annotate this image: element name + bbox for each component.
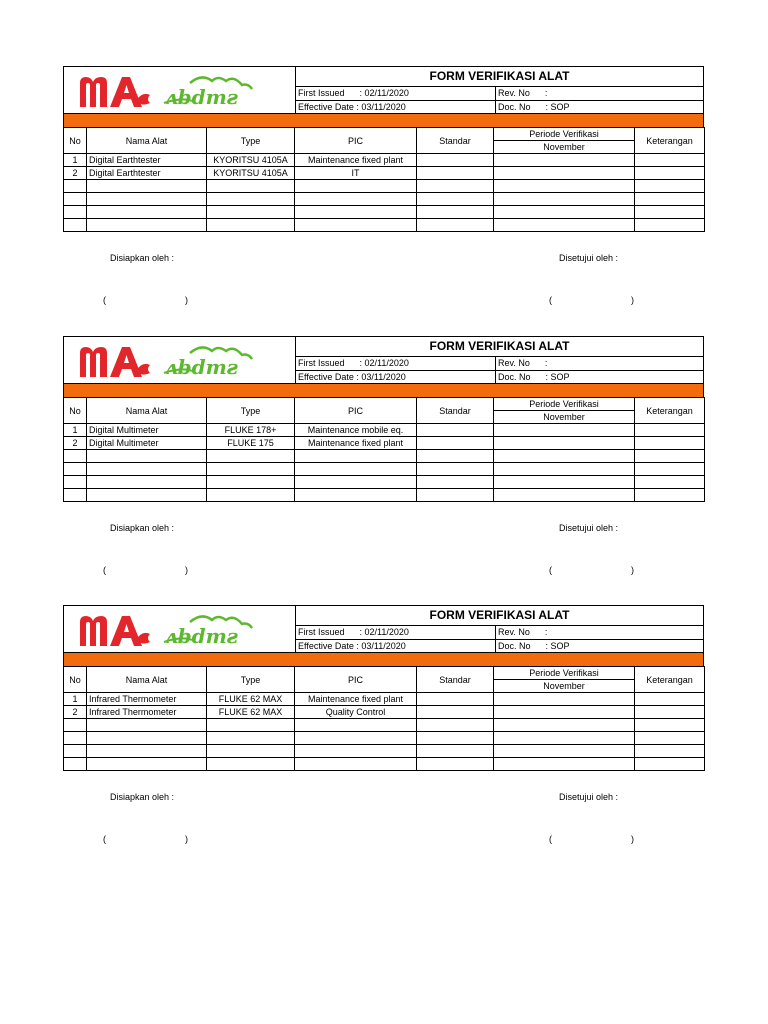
cell-no: 1 <box>64 424 87 437</box>
cell-type <box>207 463 295 476</box>
info-row-effective <box>296 640 703 653</box>
col-nama-alat: Nama Alat <box>87 398 207 424</box>
cell-standar <box>417 154 494 167</box>
approved-by-label: Disetujui oleh : <box>559 523 619 533</box>
cell-pic <box>295 758 417 771</box>
cell-type: FLUKE 62 MAX <box>207 693 295 706</box>
cell-periode <box>494 180 635 193</box>
cell-type: FLUKE 178+ <box>207 424 295 437</box>
col-standar: Standar <box>417 667 494 693</box>
table-row <box>64 693 705 706</box>
form-header <box>63 605 704 652</box>
cell-keterangan <box>635 463 705 476</box>
table-row <box>64 706 705 719</box>
cell-periode <box>494 206 635 219</box>
cell-no <box>64 745 87 758</box>
svg-text:ʌbdmƨ: ʌbdmƨ <box>166 355 239 379</box>
rev-no: Rev. No : <box>495 357 698 370</box>
cell-standar <box>417 489 494 502</box>
approved-by-label: Disetujui oleh : <box>559 792 619 802</box>
cell-periode <box>494 193 635 206</box>
form-title: FORM VERIFIKASI ALAT <box>296 606 703 626</box>
col-type: Type <box>207 128 295 154</box>
cell-standar <box>417 424 494 437</box>
table-row <box>64 206 705 219</box>
cell-no <box>64 758 87 771</box>
cell-nama-alat <box>87 745 207 758</box>
form-title: FORM VERIFIKASI ALAT <box>296 67 703 87</box>
table-row <box>64 219 705 232</box>
cell-pic <box>295 489 417 502</box>
cell-nama-alat <box>87 489 207 502</box>
cell-type <box>207 476 295 489</box>
equipment-table <box>63 397 705 502</box>
cell-type <box>207 206 295 219</box>
cell-keterangan <box>635 693 705 706</box>
cell-pic <box>295 745 417 758</box>
cell-keterangan <box>635 180 705 193</box>
cell-periode <box>494 706 635 719</box>
cell-pic <box>295 732 417 745</box>
orange-band <box>63 113 704 127</box>
cell-nama-alat <box>87 476 207 489</box>
approved-sign-open: ( <box>549 565 552 575</box>
info-row-first <box>296 87 703 101</box>
cell-pic: Maintenance fixed plant <box>295 693 417 706</box>
form-header <box>63 336 704 383</box>
col-nama-alat: Nama Alat <box>87 128 207 154</box>
logo-cell <box>64 606 295 653</box>
prepared-sign-open: ( <box>103 295 106 305</box>
cell-nama-alat <box>87 719 207 732</box>
cell-periode <box>494 424 635 437</box>
table-header-row <box>64 667 705 680</box>
svg-text:ʌbdmƨ: ʌbdmƨ <box>166 85 239 109</box>
col-periode: Periode Verifikasi <box>494 398 635 411</box>
cell-no: 2 <box>64 437 87 450</box>
cell-type <box>207 180 295 193</box>
col-bulan: November <box>494 141 635 154</box>
col-bulan: November <box>494 411 635 424</box>
abdms-logo <box>162 71 262 111</box>
cell-pic <box>295 476 417 489</box>
cell-keterangan <box>635 706 705 719</box>
info-row-effective <box>296 371 703 384</box>
cell-periode <box>494 489 635 502</box>
col-keterangan: Keterangan <box>635 398 705 424</box>
cell-standar <box>417 758 494 771</box>
col-standar: Standar <box>417 128 494 154</box>
info-row-first <box>296 357 703 371</box>
cell-standar <box>417 450 494 463</box>
ma-logo <box>78 343 156 379</box>
cell-no <box>64 450 87 463</box>
cell-keterangan <box>635 206 705 219</box>
cell-standar <box>417 206 494 219</box>
col-nama-alat: Nama Alat <box>87 667 207 693</box>
cell-standar <box>417 463 494 476</box>
cell-periode <box>494 719 635 732</box>
cell-pic <box>295 450 417 463</box>
col-pic: PIC <box>295 128 417 154</box>
cell-type <box>207 719 295 732</box>
table-row <box>64 745 705 758</box>
cell-no <box>64 732 87 745</box>
cell-keterangan <box>635 489 705 502</box>
rev-no: Rev. No : <box>495 87 698 100</box>
cell-nama-alat <box>87 463 207 476</box>
table-row <box>64 476 705 489</box>
table-row <box>64 732 705 745</box>
cell-pic <box>295 463 417 476</box>
form-header <box>63 66 704 113</box>
cell-periode <box>494 745 635 758</box>
cell-nama-alat <box>87 758 207 771</box>
cell-type: FLUKE 62 MAX <box>207 706 295 719</box>
cell-periode <box>494 463 635 476</box>
col-keterangan: Keterangan <box>635 128 705 154</box>
form-title: FORM VERIFIKASI ALAT <box>296 337 703 357</box>
table-row <box>64 758 705 771</box>
doc-no: Doc. No : SOP <box>495 371 698 384</box>
cell-standar <box>417 719 494 732</box>
cell-no: 1 <box>64 693 87 706</box>
cell-keterangan <box>635 219 705 232</box>
prepared-sign-open: ( <box>103 565 106 575</box>
form-info <box>295 67 703 114</box>
ma-logo <box>78 73 156 109</box>
cell-no <box>64 219 87 232</box>
approved-sign-open: ( <box>549 834 552 844</box>
col-pic: PIC <box>295 398 417 424</box>
cell-keterangan <box>635 476 705 489</box>
cell-periode <box>494 219 635 232</box>
cell-nama-alat: Infrared Thermometer <box>87 706 207 719</box>
cell-keterangan <box>635 193 705 206</box>
cell-type <box>207 745 295 758</box>
effective-date: Effective Date : 03/11/2020 <box>298 372 406 382</box>
col-pic: PIC <box>295 667 417 693</box>
orange-band <box>63 652 704 666</box>
cell-no: 1 <box>64 154 87 167</box>
cell-no <box>64 476 87 489</box>
approved-by-label: Disetujui oleh : <box>559 253 619 263</box>
cell-periode <box>494 450 635 463</box>
approved-sign-close: ) <box>631 834 634 844</box>
table-row <box>64 437 705 450</box>
table-row <box>64 154 705 167</box>
cell-pic <box>295 719 417 732</box>
equipment-table <box>63 127 705 232</box>
info-row-effective <box>296 101 703 114</box>
table-row <box>64 424 705 437</box>
cell-type <box>207 732 295 745</box>
cell-standar <box>417 745 494 758</box>
cell-nama-alat: Digital Earthtester <box>87 154 207 167</box>
prepared-sign-close: ) <box>185 565 188 575</box>
effective-date: Effective Date : 03/11/2020 <box>298 102 406 112</box>
cell-nama-alat: Digital Multimeter <box>87 424 207 437</box>
col-no: No <box>64 667 87 693</box>
cell-pic <box>295 219 417 232</box>
cell-keterangan <box>635 745 705 758</box>
first-issued: First Issued : 02/11/2020 <box>298 358 409 368</box>
doc-no: Doc. No : SOP <box>495 640 698 653</box>
cell-standar <box>417 219 494 232</box>
verification-form <box>63 605 704 844</box>
cell-no <box>64 206 87 219</box>
cell-keterangan <box>635 424 705 437</box>
cell-standar <box>417 693 494 706</box>
cell-periode <box>494 154 635 167</box>
abdms-logo <box>162 610 262 650</box>
approved-sign-close: ) <box>631 565 634 575</box>
cell-nama-alat <box>87 180 207 193</box>
cell-keterangan <box>635 758 705 771</box>
cell-standar <box>417 167 494 180</box>
cell-nama-alat: Digital Earthtester <box>87 167 207 180</box>
col-standar: Standar <box>417 398 494 424</box>
cell-no <box>64 193 87 206</box>
verification-form <box>63 66 704 305</box>
cell-keterangan <box>635 450 705 463</box>
col-periode: Periode Verifikasi <box>494 667 635 680</box>
cell-no: 2 <box>64 167 87 180</box>
cell-periode <box>494 732 635 745</box>
cell-keterangan <box>635 437 705 450</box>
cell-type <box>207 219 295 232</box>
cell-standar <box>417 180 494 193</box>
info-row-first <box>296 626 703 640</box>
cell-type <box>207 450 295 463</box>
prepared-by-label: Disiapkan oleh : <box>110 792 175 802</box>
cell-periode <box>494 437 635 450</box>
table-header-row <box>64 398 705 411</box>
table-row <box>64 180 705 193</box>
cell-pic: Quality Control <box>295 706 417 719</box>
cell-nama-alat: Infrared Thermometer <box>87 693 207 706</box>
cell-keterangan <box>635 167 705 180</box>
cell-type: FLUKE 175 <box>207 437 295 450</box>
ma-logo <box>78 612 156 648</box>
approved-sign-open: ( <box>549 295 552 305</box>
cell-pic: Maintenance fixed plant <box>295 437 417 450</box>
table-header-row <box>64 128 705 141</box>
table-row <box>64 489 705 502</box>
cell-periode <box>494 476 635 489</box>
table-row <box>64 167 705 180</box>
cell-nama-alat <box>87 450 207 463</box>
cell-nama-alat <box>87 206 207 219</box>
cell-keterangan <box>635 719 705 732</box>
doc-no: Doc. No : SOP <box>495 101 698 114</box>
cell-pic <box>295 206 417 219</box>
prepared-by-label: Disiapkan oleh : <box>110 523 175 533</box>
prepared-sign-close: ) <box>185 834 188 844</box>
cell-no <box>64 463 87 476</box>
cell-standar <box>417 437 494 450</box>
cell-standar <box>417 706 494 719</box>
cell-keterangan <box>635 154 705 167</box>
cell-pic: Maintenance fixed plant <box>295 154 417 167</box>
col-type: Type <box>207 398 295 424</box>
col-no: No <box>64 128 87 154</box>
cell-keterangan <box>635 732 705 745</box>
col-keterangan: Keterangan <box>635 667 705 693</box>
table-row <box>64 193 705 206</box>
cell-type: KYORITSU 4105A <box>207 167 295 180</box>
cell-type: KYORITSU 4105A <box>207 154 295 167</box>
verification-form <box>63 336 704 575</box>
cell-type <box>207 193 295 206</box>
first-issued: First Issued : 02/11/2020 <box>298 627 409 637</box>
col-type: Type <box>207 667 295 693</box>
cell-nama-alat: Digital Multimeter <box>87 437 207 450</box>
cell-nama-alat <box>87 193 207 206</box>
cell-standar <box>417 193 494 206</box>
table-row <box>64 719 705 732</box>
cell-type <box>207 489 295 502</box>
abdms-logo <box>162 341 262 381</box>
col-periode: Periode Verifikasi <box>494 128 635 141</box>
col-bulan: November <box>494 680 635 693</box>
form-info <box>295 337 703 384</box>
prepared-sign-open: ( <box>103 834 106 844</box>
cell-pic: IT <box>295 167 417 180</box>
logo-cell <box>64 67 295 114</box>
logo-cell <box>64 337 295 384</box>
cell-nama-alat <box>87 732 207 745</box>
col-no: No <box>64 398 87 424</box>
svg-text:ʌbdmƨ: ʌbdmƨ <box>166 624 239 648</box>
cell-no <box>64 180 87 193</box>
cell-pic <box>295 193 417 206</box>
effective-date: Effective Date : 03/11/2020 <box>298 641 406 651</box>
cell-periode <box>494 758 635 771</box>
table-row <box>64 463 705 476</box>
cell-pic: Maintenance mobile eq. <box>295 424 417 437</box>
approved-sign-close: ) <box>631 295 634 305</box>
orange-band <box>63 383 704 397</box>
cell-standar <box>417 732 494 745</box>
cell-periode <box>494 167 635 180</box>
prepared-by-label: Disiapkan oleh : <box>110 253 175 263</box>
equipment-table <box>63 666 705 771</box>
prepared-sign-close: ) <box>185 295 188 305</box>
cell-periode <box>494 693 635 706</box>
cell-nama-alat <box>87 219 207 232</box>
cell-pic <box>295 180 417 193</box>
table-row <box>64 450 705 463</box>
cell-type <box>207 758 295 771</box>
form-info <box>295 606 703 653</box>
cell-standar <box>417 476 494 489</box>
cell-no: 2 <box>64 706 87 719</box>
rev-no: Rev. No : <box>495 626 698 639</box>
cell-no <box>64 719 87 732</box>
cell-no <box>64 489 87 502</box>
first-issued: First Issued : 02/11/2020 <box>298 88 409 98</box>
